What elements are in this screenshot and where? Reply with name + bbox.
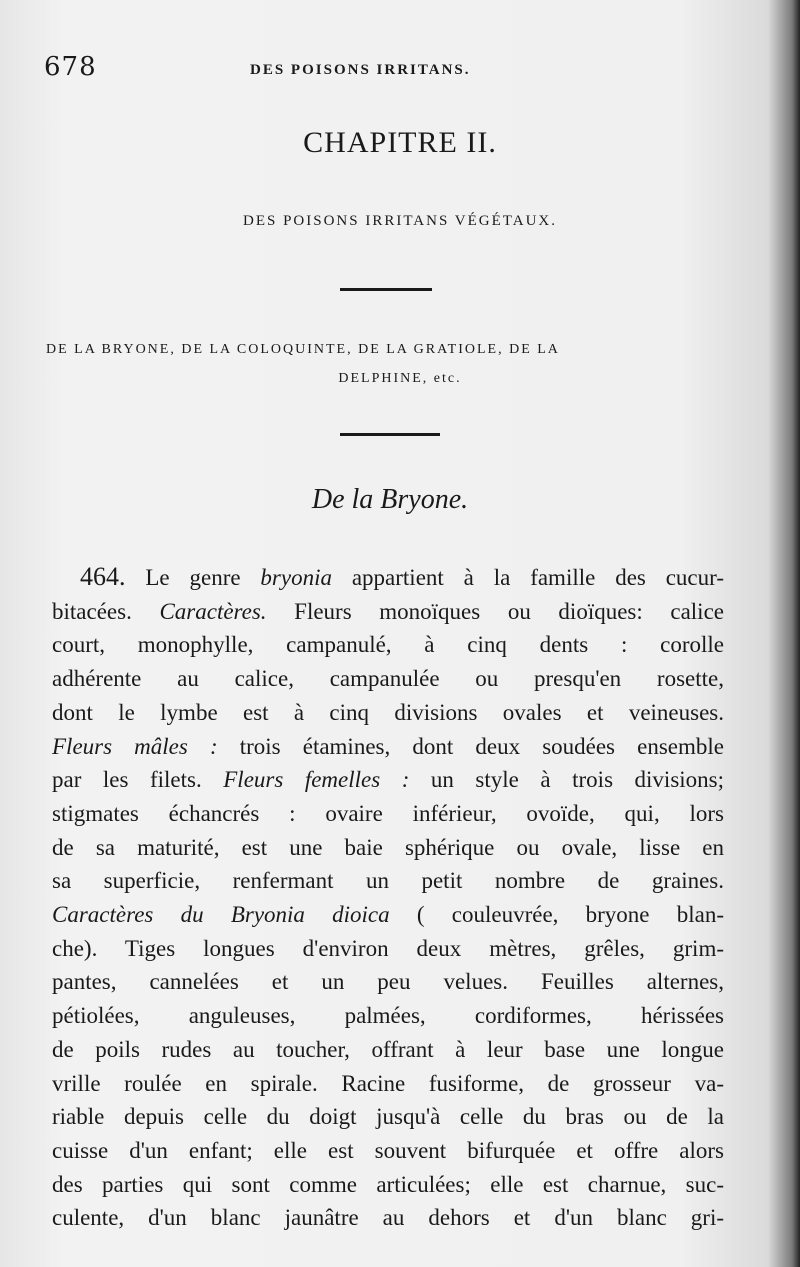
text-line xyxy=(52,1201,724,1235)
line-text: vrille roulée en spirale. Racine fusiforme, de grosseur va- xyxy=(52,1070,724,1096)
text-line xyxy=(52,696,724,730)
line-text: court, monophylle, campanulé, à cinq dents : corolle xyxy=(52,632,724,658)
divider-rule xyxy=(340,288,432,291)
section-heading: De la Bryone. xyxy=(311,484,469,515)
italic-text: Fleurs femelles : xyxy=(223,767,410,793)
text-line xyxy=(52,932,724,966)
divider-rule xyxy=(340,433,440,436)
text-line xyxy=(52,1134,724,1168)
text-line xyxy=(52,730,724,764)
body-text xyxy=(52,560,724,1235)
line-text: che). Tiges longues d'environ deux mètres, grêles, grim- xyxy=(52,935,724,961)
line-text: bitacées. xyxy=(52,598,160,624)
line-text: sa superficie, renfermant un petit nombre de graines. xyxy=(52,868,724,894)
text-line xyxy=(52,999,724,1033)
text-line xyxy=(52,662,724,696)
line-text: de poils rudes au toucher, offrant à leur base une longue xyxy=(52,1036,724,1062)
chapter-title: CHAPITRE II. xyxy=(303,126,497,159)
line-text: pantes, cannelées et un peu velues. Feuilles alternes, xyxy=(52,969,724,995)
line-text: trois étamines, dont deux soudées ensemble xyxy=(217,733,724,759)
text-line xyxy=(52,831,724,865)
italic-text: Caractères du Bryonia dioica xyxy=(52,902,390,928)
line-text: un style à trois divisions; xyxy=(409,767,725,793)
line-text: culente, d'un blanc jaunâtre au dehors et d'un blanc gri- xyxy=(52,1205,724,1231)
text-line xyxy=(52,595,724,629)
text-line xyxy=(52,1033,724,1067)
line-text: riable depuis celle du doigt jusqu'à celle du bras ou de la xyxy=(52,1104,724,1130)
line-text: des parties qui sont comme articulées; elle est charnue, suc- xyxy=(52,1171,724,1197)
line-text: pétiolées, anguleuses, palmées, cordiformes, hérissées xyxy=(52,1003,724,1029)
line-text: par les filets. xyxy=(52,767,224,793)
paragraph-number: 464. xyxy=(80,562,126,591)
line-text: Le genre xyxy=(125,565,261,590)
line-text: ( couleuvrée, bryone blan- xyxy=(389,902,724,928)
italic-text: bryonia xyxy=(260,565,332,590)
chapter-subtitle-line-1: DE LA BRYONE, DE LA COLOQUINTE, DE LA GRATIOLE, DE LA xyxy=(46,342,560,357)
text-line xyxy=(52,763,724,797)
text-line xyxy=(52,628,724,662)
page-number: 678 xyxy=(44,52,97,82)
page-header xyxy=(0,52,800,88)
chapter-subtitle-line-2: DELPHINE, etc. xyxy=(338,371,462,386)
line-text: Fleurs monoïques ou dioïques: calice xyxy=(266,598,724,624)
italic-text: Fleurs mâles : xyxy=(52,733,218,759)
chapter-section-title: DES POISONS IRRITANS VÉGÉTAUX. xyxy=(242,213,557,229)
text-line xyxy=(52,1168,724,1202)
line-text: stigmates échancrés : ovaire inférieur, ovoïde, qui, lors xyxy=(52,800,724,826)
text-line xyxy=(52,898,724,932)
line-text: appartient à la famille des cucur- xyxy=(331,565,724,590)
running-title: DES POISONS IRRITANS. xyxy=(250,62,471,78)
text-line xyxy=(52,560,724,595)
line-text: cuisse d'un enfant; elle est souvent bifurquée et offre alors xyxy=(52,1137,724,1163)
italic-text: Caractères. xyxy=(159,598,267,624)
text-line xyxy=(52,797,724,831)
text-line xyxy=(52,1067,724,1101)
line-text: dont le lymbe est à cinq divisions ovales et veineuses. xyxy=(52,699,724,725)
text-line xyxy=(52,1100,724,1134)
text-line xyxy=(52,864,724,898)
line-text: adhérente au calice, campanulée ou presqu'en rosette, xyxy=(52,666,724,692)
line-text: de sa maturité, est une baie sphérique ou ovale, lisse en xyxy=(52,834,724,860)
text-line xyxy=(52,965,724,999)
